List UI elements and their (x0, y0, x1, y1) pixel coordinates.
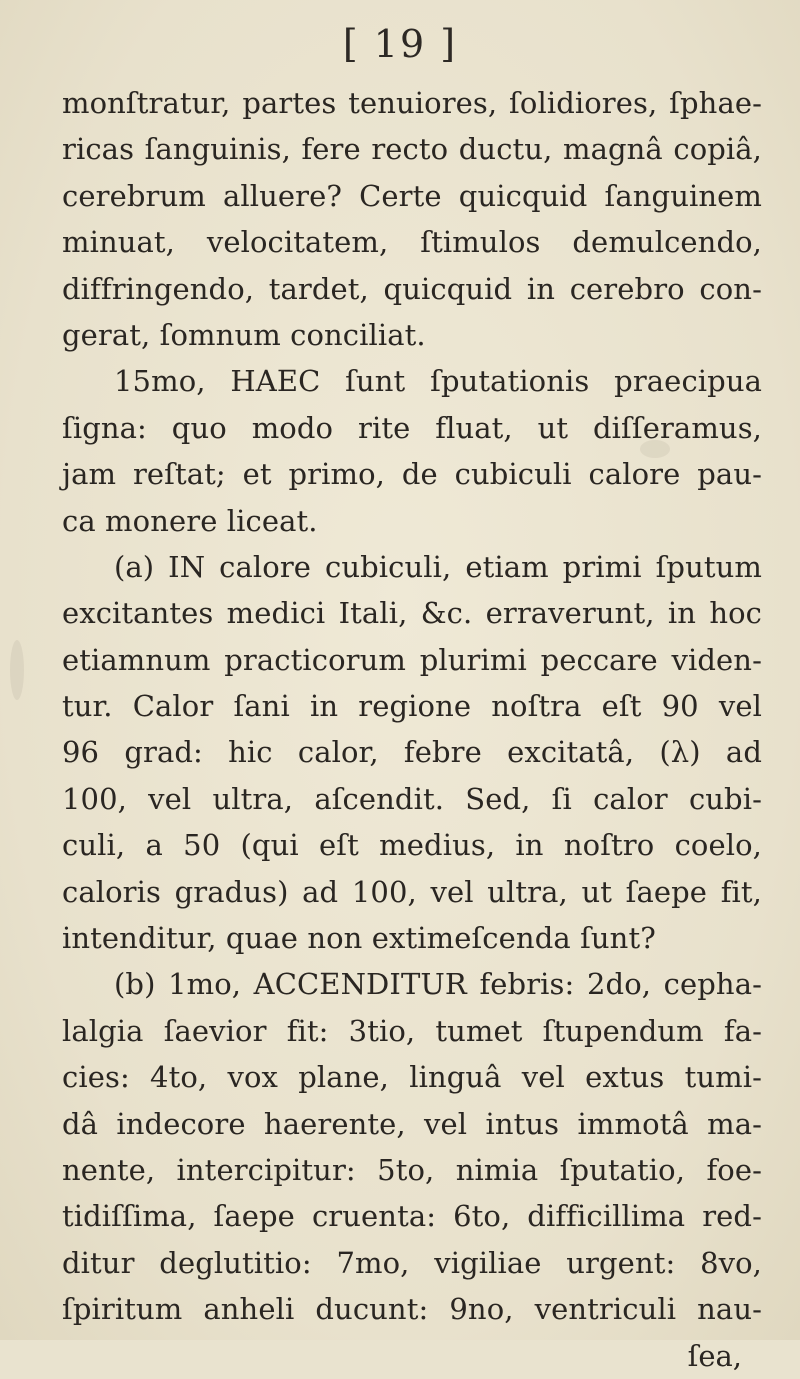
text-line: cies: 4to, vox plane, linguâ vel extus tumi- (62, 1060, 762, 1095)
text-line: intenditur, quae non extimeſcenda ſunt? (62, 921, 656, 956)
text-line: dâ indecore haerente, vel intus immotâ ma- (62, 1106, 762, 1141)
text-line: gerat, ſomnum conciliat. (62, 317, 426, 352)
body-text (62, 80, 762, 1379)
paragraph-start-line: (b) 1mo, ACCENDITUR febris: 2do, cepha- (114, 967, 762, 1002)
page-number: [ 19 ] (342, 22, 458, 66)
text-line: culi, a 50 (qui eſt medius, in noſtro coelo, (62, 828, 762, 863)
text-line: 100, vel ultra, aſcendit. Sed, ſi calor cubi- (62, 781, 762, 816)
text-line: excitantes medici Itali, &c. erraverunt, in hoc (62, 596, 762, 631)
text-line: ſigna: quo modo rite fluat, ut diſſeramus, (62, 410, 762, 445)
text-line: etiamnum practicorum plurimi peccare viden- (62, 642, 762, 677)
text-line: tur. Calor ſani in regione noſtra eſt 90 vel (62, 689, 762, 724)
text-line: monſtratur, partes tenuiores, ſolidiores, ſphae- (62, 86, 762, 120)
text-line: cerebrum alluere? Certe quicquid ſanguinem (62, 178, 762, 213)
text-line: diffringendo, tardet, quicquid in cerebro con- (62, 271, 762, 306)
text-line: tidiſſima, ſaepe cruenta: 6to, difficillima red- (62, 1199, 762, 1234)
text-line: ca monere liceat. (62, 503, 318, 538)
text-line: ditur deglutitio: 7mo, vigiliae urgent: 8vo, (62, 1245, 762, 1280)
text-line: minuat, velocitatem, ſtimulos demulcendo, (62, 225, 762, 260)
paragraph-start-line: (a) IN calore cubiculi, etiam primi ſputum (114, 549, 762, 584)
paragraph-start-line: 15mo, HAEC ſunt ſputationis praecipua (114, 364, 762, 399)
catchword: ſea, (687, 1338, 742, 1373)
text-line: jam reſtat; et primo, de cubiculi calore pau- (62, 457, 762, 492)
text-line: 96 grad: hic calor, febre excitatâ, (λ) ad (62, 735, 762, 770)
text-line: ſpiritum anheli ducunt: 9no, ventriculi nau- (62, 1292, 762, 1327)
text-line: ricas ſanguinis, fere recto ductu, magnâ copiâ, (62, 132, 762, 167)
text-line: caloris gradus) ad 100, vel ultra, ut ſaepe fit, (62, 874, 762, 909)
text-line: nente, intercipitur: 5to, nimia ſputatio, foe- (62, 1152, 762, 1187)
text-line: lalgia ſaevior fit: 3tio, tumet ſtupendum fa- (62, 1013, 762, 1048)
page-smudge (10, 640, 24, 700)
